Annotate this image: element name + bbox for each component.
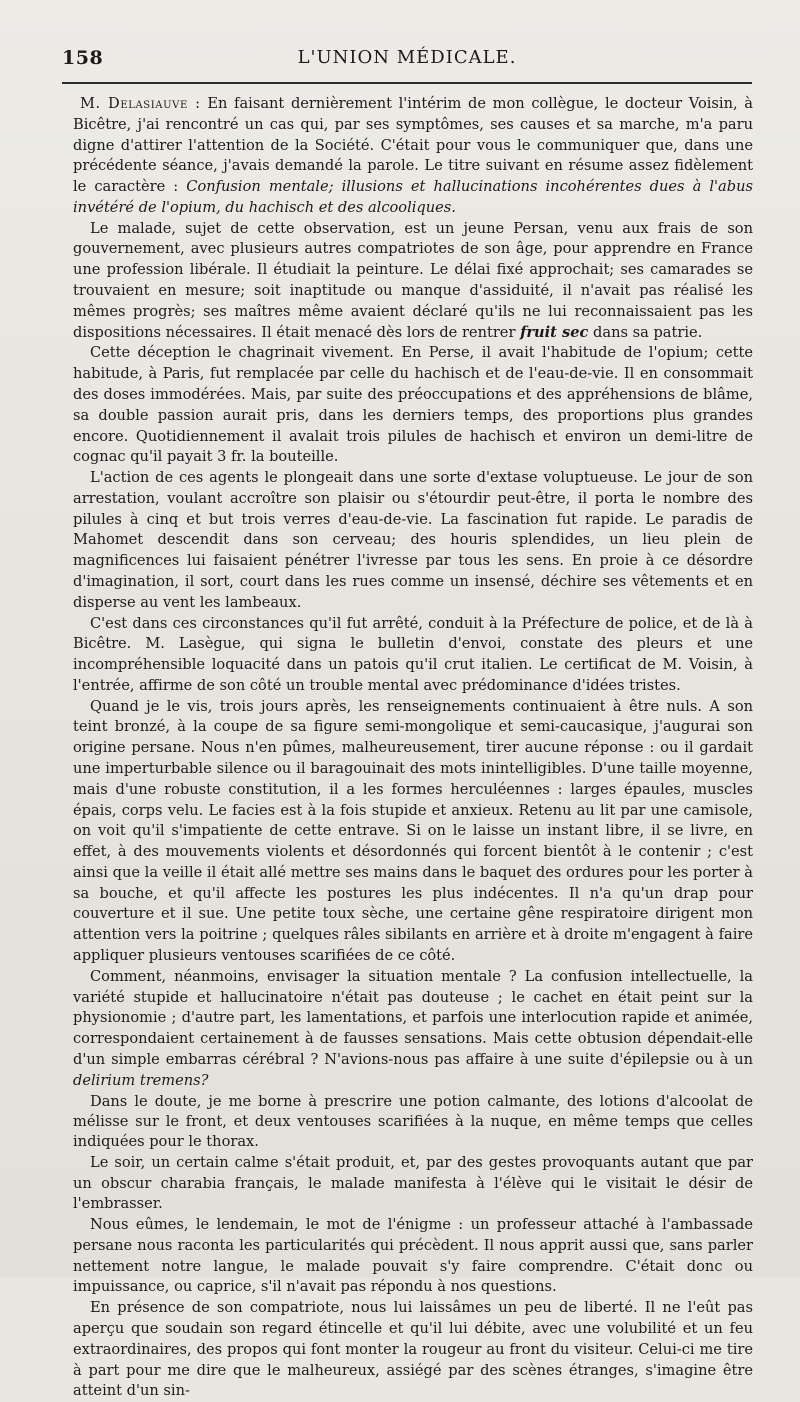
header-rule — [62, 82, 752, 84]
body-text — [73, 94, 753, 1402]
delirium-tremens-italic: delirium tremens? — [73, 1071, 209, 1089]
paragraph-2-text-b: dans sa patrie. — [588, 323, 703, 341]
fruit-sec-italic: fruit sec — [520, 323, 589, 341]
paragraph-2-text-a: Le malade, sujet de cette observation, est un jeune Persan, venu aux frais de son gouvernement, avec plusieurs autres compatriotes de son âge, pour apprendre en France une profession libérale. Il étudiait la peinture. Le délai fixé approchait; ses camarades se trouvaient en mesure; soit inaptitude ou manque d'assiduité, il n'avait pas réalisé les mêmes progrès; ses maîtres même avaient déclaré qu'ils ne lui reconnaissaient pas les dispositions nécessaires. Il était menacé dès lors de rentrer — [73, 219, 753, 341]
case-title: Confusion mentale; illusions et hallucinations incohérentes dues à l'abus invétéré de l'opium, du hachisch et des alcooliques. — [73, 178, 753, 216]
page-header — [62, 47, 752, 77]
paragraph-1-text: En faisant dernièrement l'intérim de mon collègue, le docteur Voisin, à Bicêtre, j'ai rencontré un cas qui, par ses symptômes, ses causes et sa marche, m'a paru digne d'attirer l'attention de la Société. C'était pour vous le communiquer que, dans une précédente séance, j'avais demandé la parole. Le titre suivant en résume assez fidèlement le caractère : — [73, 95, 753, 196]
paragraph-4: L'action de ces agents le plongeait dans une sorte d'extase voluptueuse. Le jour de son arrestation, voulant accroître son plaisir ou s'étourdir peut-être, il porta le nombre des pilules à cinq et but trois verres d'eau-de-vie. La fascination fut rapide. Le paradis de Mahomet descendit dans son cerveau; des houris splendides, un lieu plein de magnificences lui faisaient pénétrer l'ivresse par tous les sens. En proie à ce désordre d'imagination, il sort, court dans les rues comme un insensé, déchire ses vêtements et en disperse au vent les lambeaux. — [73, 469, 753, 611]
paragraph-10: Nous eûmes, le lendemain, le mot de l'énigme : un professeur attaché à l'ambassade persane nous raconta les particularités qui précèdent. Il nous apprit aussi que, sans parler nettement notre langue, le malade pouvait s'y faire comprendre. C'était donc ou impuissance, ou caprice, s'il n'avait pas répondu à nos questions. — [73, 1216, 753, 1296]
speaker-name: M. Delasiauve : — [80, 95, 201, 112]
paragraph-1 — [73, 94, 753, 219]
paragraph-3: Cette déception le chagrinait vivement. En Perse, il avait l'habitude de l'opium; cette habitude, à Paris, fut remplacée par celle du hachisch et de l'eau-de-vie. Il en consommait des doses immodérées. Mais, par suite des préoccupations et des appréhensions de blâme, sa double passion aurait pris, dans les derniers temps, des proportions plus grandes encore. Quotidiennement il avalait trois pilules de hachisch et environ un demi-litre de cognac qu'il payait 3 fr. la bouteille. — [73, 344, 753, 466]
paragraph-5: C'est dans ces circonstances qu'il fut arrêté, conduit à la Préfecture de police, et de là à Bicêtre. M. Lasègue, qui signa le bulletin d'envoi, constate des pleurs et une incompréhensible loquacité dans un patois qu'il crut italien. Le certificat de M. Voisin, à l'entrée, affirme de son côté un trouble mental avec prédominance d'idées tristes. — [73, 614, 753, 694]
running-title: L'UNION MÉDICALE. — [297, 47, 517, 68]
paragraph-7 — [73, 967, 753, 1092]
paragraph-8: Dans le doute, je me borne à prescrire une potion calmante, des lotions d'alcoolat de mélisse sur le front, et deux ventouses scarifiées à la nuque, en même temps que celles indiquées pour le thorax. — [73, 1092, 753, 1151]
paragraph-9: Le soir, un certain calme s'était produit, et, par des gestes provoquants autant que par un obscur charabia français, le malade manifesta à l'élève qui le visitait le désir de l'embrasser. — [73, 1153, 753, 1213]
paragraph-2 — [73, 219, 753, 344]
paragraph-11: En présence de son compatriote, nous lui laissâmes un peu de liberté. Il ne l'eût pas aperçu que soudain son regard étincelle et qu'il lui débite, avec une volubilité et un feu extraordinaires, des propos qui font monter la rougeur au front du visiteur. Celui-ci me tire à part pour me dire que le malheureux, assiégé par des scènes étranges, s'imagine être atteint d'un sin- — [73, 1299, 753, 1400]
page-number: 158 — [62, 47, 104, 69]
paragraph-6: Quand je le vis, trois jours après, les renseignements continuaient à être nuls. A son teint bronzé, à la coupe de sa figure semi-mongolique et semi-caucasique, j'augurai son origine persane. Nous n'en pûmes, malheureusement, tirer aucune réponse : ou il gardait une imperturbable silence ou il baragouinait des mots inintelligibles. D'une taille moyenne, mais d'une robuste constitution, il a les formes herculéennes : larges épaules, muscles épais, corps velu. Le facies est à la fois stupide et anxieux. Retenu au lit par une camisole, on voit qu'il s'impatiente de cette entrave. Si on le laisse un instant libre, il se livre, en effet, à des mouvements violents et désordonnés qui forcent bientôt à le contenir ; c'est ainsi que la veille il était allé mettre ses mains dans le baquet des ordures pour les porter à sa bouche, et qu'il affecte les postures les plus indécentes. Il n'a qu'un drap pour couverture et il sue. Une petite toux sèche, une certaine gêne respiratoire dirigent mon attention vers la poitrine ; quelques râles sibilants en arrière et à droite m'engagent à faire appliquer plusieurs ventouses scarifiées de ce côté. — [73, 697, 753, 965]
paragraph-7-text: Comment, néanmoins, envisager la situation mentale ? La confusion intellectuelle, la variété stupide et hallucinatoire n'était pas douteuse ; le cachet en était peint sur la physionomie ; d'autre part, les lamentations, et parfois une interlocution rapide et animée, correspondaient certainement à de fausses sensations. Mais cette obtusion dépendait-elle d'un simple embarras cérébral ? N'avions-nous pas affaire à une suite d'épilepsie ou à un — [73, 967, 753, 1068]
